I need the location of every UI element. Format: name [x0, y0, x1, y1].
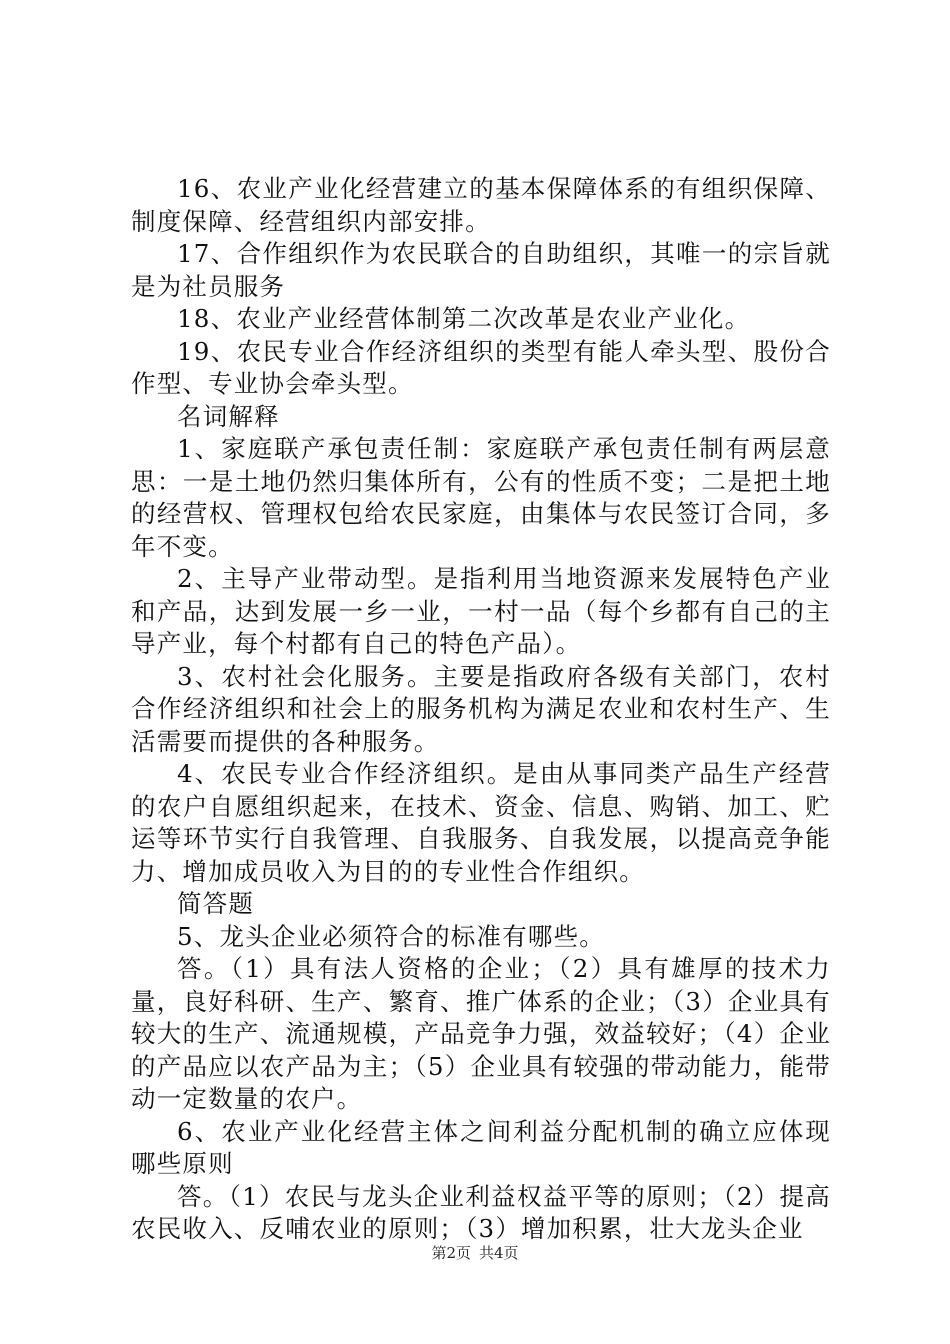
paragraph-item-19: 19、农民专业合作经济组织的类型有能人牵头型、股份合作型、专业协会牵头型。	[131, 336, 831, 398]
answer-5: 答。（1）具有法人资格的企业；（2）具有雄厚的技术力量，良好科研、生产、繁育、推广体系的企业；（3）企业具有较大的生产、流通规模，产品竞争力强，效益较好；（4）企业的产品应以农产品为主；（5）企业具有较强的带动能力，能带动一定数量的农户。	[131, 954, 831, 1113]
paragraph-item-16: 16、农业产业化经营建立的基本保障体系的有组织保障、制度保障、经营组织内部安排。	[131, 174, 831, 236]
page-footer	[0, 1243, 950, 1263]
answer-6: 答。（1）农民与龙头企业利益权益平等的原则；（2）提高农民收入、反哺农业的原则；（3）增加积累，壮大龙头企业	[131, 1181, 831, 1243]
page-number: 第2页	[431, 1244, 471, 1262]
term-definition-1: 1、家庭联产承包责任制：家庭联产承包责任制有两层意思：一是土地仍然归集体所有，公有的性质不变；二是把土地的经营权、管理权包给农民家庭，由集体与农民签订合同，多年不变。	[131, 434, 831, 561]
paragraph-item-17: 17、合作组织作为农民联合的自助组织，其唯一的宗旨就是为社员服务	[131, 239, 831, 301]
question-6: 6、农业产业化经营主体之间利益分配机制的确立应体现哪些原则	[131, 1116, 831, 1178]
page-total: 共4页	[479, 1244, 519, 1262]
term-definition-4: 4、农民专业合作经济组织。是由从事同类产品生产经营的农户自愿组织起来，在技术、资金、信息、购销、加工、贮运等环节实行自我管理、自我服务、自我发展，以提高竞争能力、增加成员收入为目的的专业性合作组织。	[131, 759, 831, 886]
paragraph-item-18: 18、农业产业经营体制第二次改革是农业产业化。	[177, 304, 751, 333]
question-5: 5、龙头企业必须符合的标准有哪些。	[177, 921, 605, 951]
section-heading-short-answer: 简答题	[177, 889, 255, 918]
term-definition-2: 2、主导产业带动型。是指利用当地资源来发展特色产业和产品，达到发展一乡一业，一村一品（每个乡都有自己的主导产业，每个村都有自己的特色产品）。	[131, 564, 831, 658]
term-definition-3: 3、农村社会化服务。主要是指政府各级有关部门，农村合作经济组织和社会上的服务机构为满足农业和农村生产、生活需要而提供的各种服务。	[131, 661, 831, 756]
document-body	[131, 173, 831, 1246]
section-heading-terms: 名词解释	[177, 401, 280, 431]
